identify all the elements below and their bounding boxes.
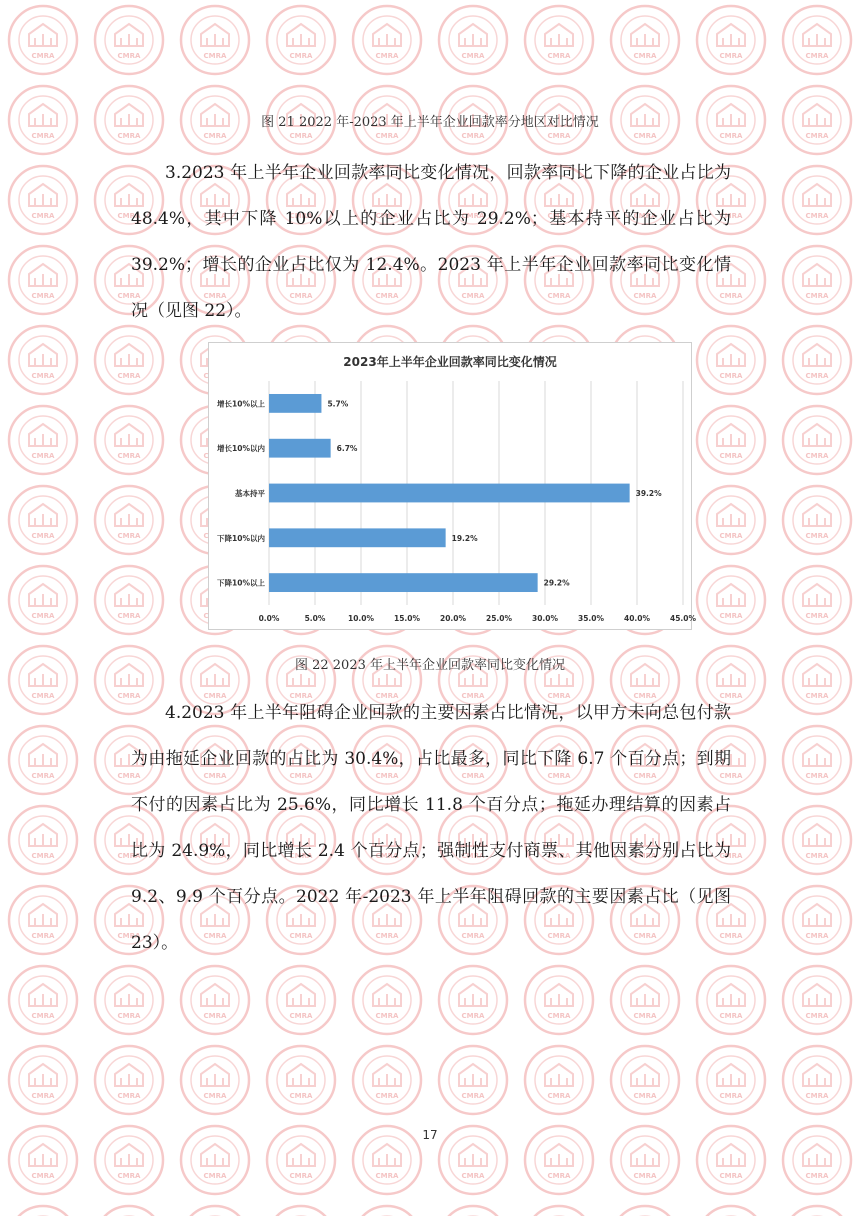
x-tick-label: 15.0%: [393, 614, 421, 623]
x-tick-label: 40.0%: [623, 614, 651, 623]
chart-bars: [269, 394, 630, 592]
bar: [269, 573, 538, 592]
bar: [269, 394, 321, 413]
x-tick-label: 25.0%: [485, 614, 513, 623]
paragraph-4: 4.2023 年上半年阻碍企业回款的主要因素占比情况，以甲方未向总包付款为由拖延企业回款的占比为 30.4%，占比最多，同比下降 6.7 个百分点；到期不付的因素占比为 25.6%，同比增长 11.8 个百分点；拖延办理结算的因素占比为 24.9%，同比增长 2.4 个百分点；强制性支付商票、其他因素分别占比为 9.2、9.9 个百分点。2022 年-2023 年上半年阻碍回款的主要因素占比（见图 23）。: [131, 703, 731, 953]
x-tick-label: 30.0%: [531, 614, 559, 623]
chart-title: 2023年上半年企业回款率同比变化情况: [343, 355, 557, 369]
category-label: 下降10%以上: [217, 578, 265, 588]
category-label: 基本持平: [235, 489, 265, 498]
bar: [269, 528, 446, 547]
category-label: 增长10%以上: [217, 399, 265, 409]
figure-22-chart: [208, 342, 697, 630]
paragraph-3: 3.2023 年上半年企业回款率同比变化情况，回款率同比下降的企业占比为 48.4%，其中下降 10%以上的企业占比为 29.2%；基本持平的企业占比为 39.2%；增长的企业占比仅为 12.4%。2023 年上半年企业回款率同比变化情况（见图 22）。: [131, 163, 731, 321]
bar: [269, 439, 331, 458]
x-tick-label: 5.0%: [304, 614, 326, 623]
x-tick-label: 45.0%: [669, 614, 697, 623]
bar-chart-svg: [209, 343, 697, 629]
x-tick-label: 20.0%: [439, 614, 467, 623]
x-tick-label: 0.0%: [258, 614, 280, 623]
data-label: 39.2%: [635, 489, 662, 498]
figure-22-caption: 图 22 2023 年上半年企业回款率同比变化情况: [294, 658, 566, 673]
x-tick-label: 10.0%: [347, 614, 375, 623]
data-label: 29.2%: [543, 578, 570, 588]
x-tick-label: 35.0%: [577, 614, 605, 623]
page-number: 17: [422, 1128, 438, 1142]
data-label: 19.2%: [451, 533, 478, 543]
bar: [269, 484, 630, 503]
category-label: 增长10%以内: [217, 444, 265, 454]
category-label: 下降10%以内: [217, 533, 265, 543]
data-label: 6.7%: [336, 444, 358, 454]
data-label: 5.7%: [327, 399, 349, 409]
figure-21-caption: 图 21 2022 年-2023 年上半年企业回款率分地区对比情况: [261, 115, 599, 130]
